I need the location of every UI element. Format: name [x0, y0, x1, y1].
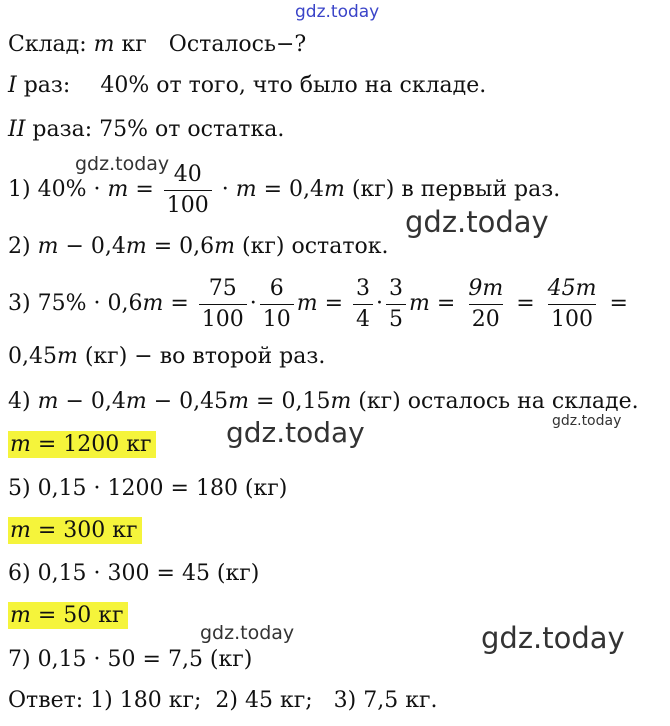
text: − 0,4 [58, 234, 126, 259]
variable: m [214, 234, 236, 259]
text: 4) [8, 389, 38, 414]
text: = 300 кг [30, 518, 138, 543]
numerator: 6 [269, 276, 284, 302]
text: = 0,6 [146, 234, 215, 259]
text: = [509, 291, 542, 316]
denominator: 20 [469, 304, 503, 332]
answer: Ответ: 1) 180 кг; 2) 45 кг; 3) 7,5 кг. [8, 688, 438, 713]
denominator: 100 [199, 304, 247, 332]
watermark: gdz.today [200, 622, 295, 644]
variable: m [409, 291, 430, 316]
variable: m [142, 291, 164, 316]
case-3-value [8, 601, 128, 631]
case-1-calc: 5) 0,15 · 1200 = 180 (кг) [8, 476, 288, 501]
numerator: 9m [468, 276, 504, 302]
roman-numeral: II [8, 117, 26, 142]
text: 75% от остатка. [99, 117, 285, 142]
watermark: gdz.today [405, 205, 549, 239]
fraction [199, 276, 247, 332]
first-time-line [8, 71, 486, 101]
text: = [317, 291, 351, 316]
case-2-calc: 6) 0,15 · 300 = 45 (кг) [8, 561, 260, 586]
condition-line [8, 30, 306, 60]
unit: кг [121, 32, 147, 57]
case-3-calc: 7) 0,15 · 50 = 7,5 (кг) [8, 647, 253, 672]
text: = [602, 291, 628, 316]
roman-numeral: I [8, 73, 17, 98]
text: · [249, 291, 257, 316]
step-1 [8, 160, 560, 220]
highlighted-value [8, 517, 142, 544]
numerator: 3 [389, 276, 404, 302]
step-3-continued [8, 342, 325, 372]
variable: m [10, 603, 31, 628]
numerator: 45m [547, 276, 597, 302]
text: = 1200 кг [30, 432, 152, 457]
watermark: gdz.today [552, 413, 622, 429]
fraction [164, 162, 212, 218]
variable: m [37, 389, 59, 414]
watermark: gdz.today [226, 416, 365, 449]
text: = [163, 291, 196, 316]
variable: m [125, 234, 147, 259]
text: (кг) в первый раз. [344, 177, 561, 202]
fraction [545, 276, 600, 332]
text: (кг) остаток. [235, 234, 389, 259]
fraction [353, 276, 373, 332]
text: · [376, 291, 384, 316]
highlighted-value [8, 602, 128, 629]
denominator: 100 [164, 190, 212, 218]
watermark: gdz.today [481, 621, 625, 655]
case-1-value [8, 430, 156, 460]
fraction [386, 276, 406, 332]
numerator: 75 [208, 276, 237, 302]
numerator: 3 [356, 276, 371, 302]
variable: m [10, 518, 31, 543]
second-time-line [8, 115, 284, 145]
case-2-value [8, 516, 142, 546]
label: раза: [32, 117, 93, 142]
denominator: 5 [386, 304, 406, 332]
text: (кг) осталось на складе. [351, 389, 639, 414]
step-4 [8, 387, 639, 417]
variable: m [107, 177, 129, 202]
denominator: 10 [260, 304, 294, 332]
denominator: 100 [548, 304, 596, 332]
warehouse-label: Склад: [8, 32, 87, 57]
text: = [429, 291, 463, 316]
text: = 0,4 [256, 177, 325, 202]
variable: m [56, 344, 78, 369]
step-2 [8, 232, 389, 262]
fraction [260, 276, 294, 332]
denominator: 4 [353, 304, 373, 332]
text: − 0,4 [58, 389, 126, 414]
text: 1) 40% · [8, 177, 108, 202]
label: раз: [23, 73, 71, 98]
text: 40% от того, что было на складе. [100, 73, 487, 98]
text: = 50 кг [30, 603, 124, 628]
variable: m [330, 389, 352, 414]
text: (кг) − во второй раз. [77, 344, 326, 369]
numerator: 40 [173, 162, 202, 188]
variable: m [37, 234, 59, 259]
text: 2) [8, 234, 38, 259]
watermark: gdz.today [75, 153, 170, 175]
text: 3) 75% · 0,6 [8, 291, 143, 316]
text: = [128, 177, 161, 202]
remaining-label: Осталось−? [168, 32, 307, 57]
text: 0,45 [8, 344, 57, 369]
highlighted-value [8, 431, 156, 458]
watermark: gdz.today [295, 2, 380, 22]
variable: m [324, 177, 345, 202]
variable: m [93, 32, 115, 57]
variable: m [125, 389, 147, 414]
text: = 0,15 [249, 389, 331, 414]
variable: m [296, 291, 318, 316]
variable: m [235, 177, 257, 202]
variable: m [10, 432, 31, 457]
text: · [214, 177, 236, 202]
step-3 [8, 272, 628, 336]
variable: m [228, 389, 250, 414]
text: − 0,45 [146, 389, 229, 414]
fraction [465, 276, 506, 332]
